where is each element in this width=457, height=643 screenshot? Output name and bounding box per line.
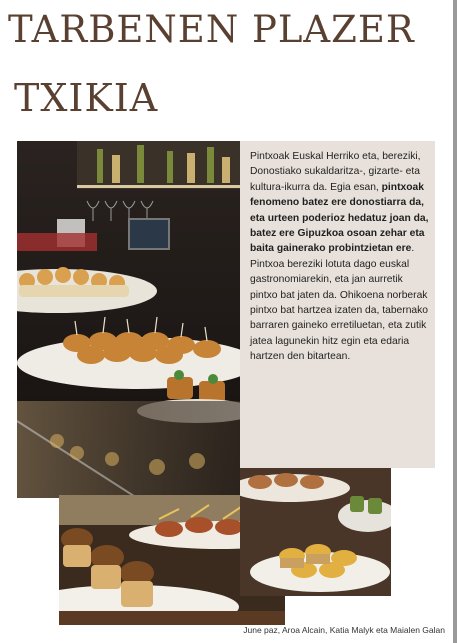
pintxos-tartlets-photo (240, 466, 391, 596)
article-rest: . Pintxoa bereziki lotuta dago euskal gastronomiarekin, eta jan aurretik pintxo bat jaten da. Ohikoena norberak pintxo bat hartzea izaten da, tabernako barraren gaineko erretiluetan, eta zutik jatea lagunekin hitz egin eta edaria hartzen den bitartean. (250, 243, 429, 363)
article-intro: Pintxoak Euskal Herriko eta, bereziki, Donostiako sukaldaritza-, gizarte- eta kultura-ikurra da. Egia esan, (250, 151, 421, 193)
article-highlight: pintxoak fenomeno batez ere donostiarra da, eta urteen poderioz hedatuz joan da, batez ere Gipuzkoa osoan zehar eta baita gainerako probintzietan ere (250, 181, 429, 255)
page-title-line-1: TARBENEN PLAZER (8, 8, 415, 51)
page-border (453, 0, 457, 643)
article-body (240, 141, 435, 468)
page-title-line-2: TXIKIA (14, 76, 159, 120)
pintxo-bar-photo (17, 141, 240, 498)
author-credits: June paz, Aroa Alcain, Katia Malyk eta Maialen Galan (243, 625, 445, 635)
